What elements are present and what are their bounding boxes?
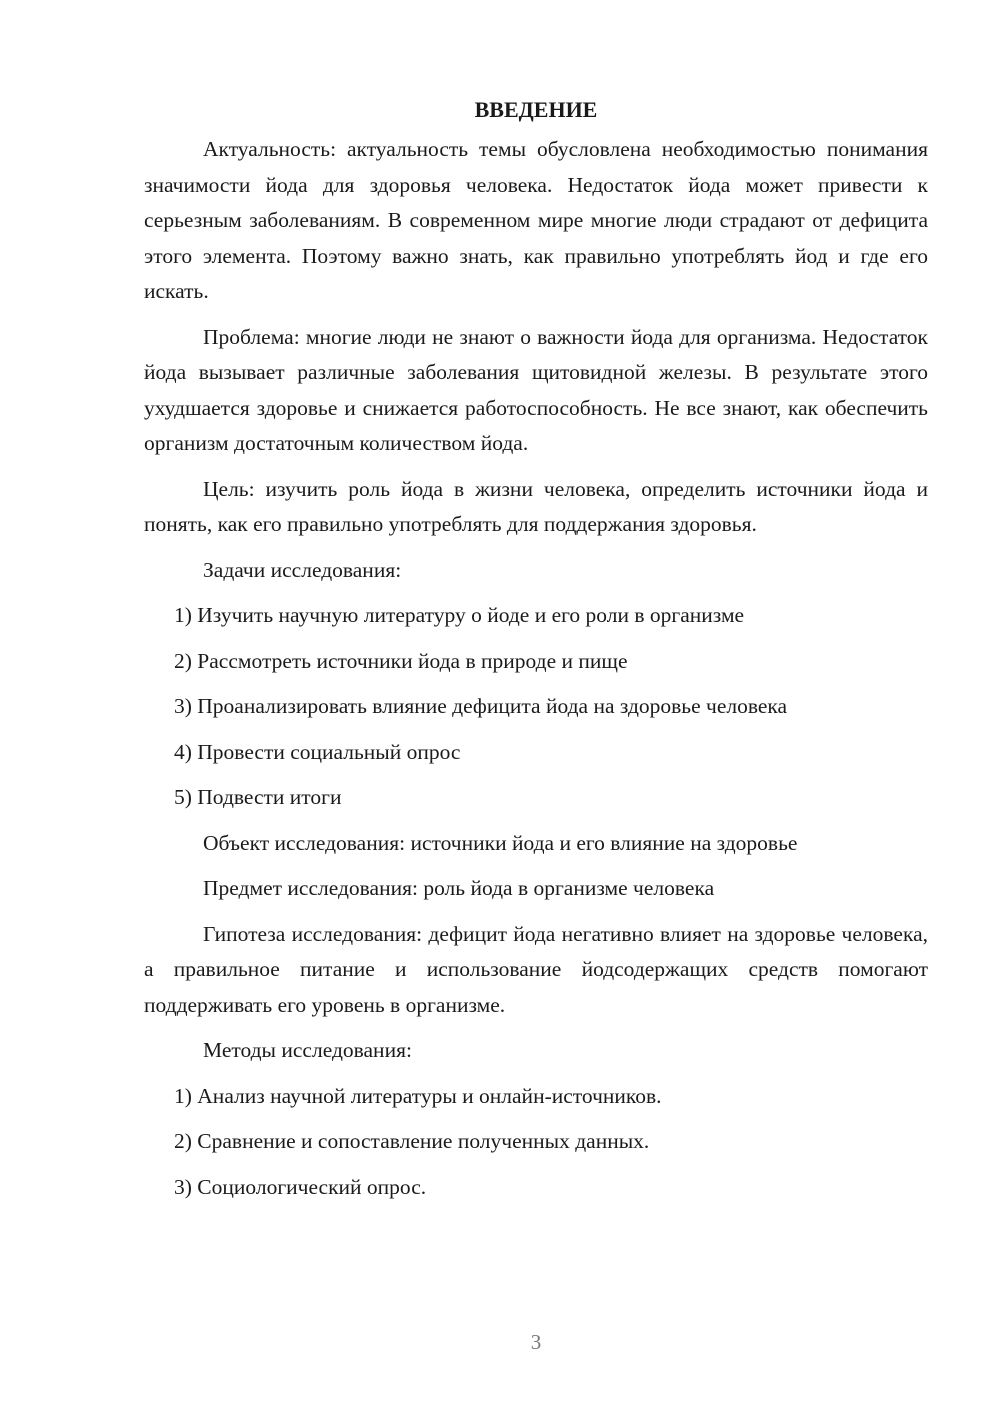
task-item: 1) Изучить научную литературу о йоде и его роли в организме [174, 603, 745, 627]
problem-paragraph: Проблема: многие люди не знают о важности йода для организма. Недостаток йода вызывает различные заболевания щитовидной железы. В результате этого ухудшается здоровье и снижается работоспособность. Не все знают, как обеспечить организм достаточным количеством йода. [144, 324, 928, 455]
tasks-label: Задачи исследования: [203, 557, 402, 582]
method-item: 1) Анализ научной литературы и онлайн-источников. [174, 1083, 662, 1108]
relevance-paragraph: Актуальность: актуальность темы обусловлена необходимостью понимания значимости йода для здоровья человека. Недостаток йода может привести к серьезным заболеваниям. В современном мире многие люди страдают от дефицита этого элемента. Поэтому важно знать, как правильно употреблять йод и где его искать. [144, 137, 928, 303]
goal-paragraph: Цель: изучить роль йода в жизни человека, определить источники йода и понять, как его правильно употреблять для поддержания здоровья. [144, 476, 928, 536]
subject-paragraph: Предмет исследования: роль йода в организме человека [203, 876, 715, 900]
section-heading: ВВЕДЕНИЕ [474, 97, 598, 122]
method-item: 3) Социологический опрос. [174, 1174, 427, 1199]
page-number: 3 [530, 1330, 542, 1354]
task-item: 4) Провести социальный опрос [174, 739, 461, 764]
methods-list [144, 1079, 928, 1206]
methods-label: Методы исследования: [203, 1038, 412, 1062]
object-paragraph: Объект исследования: источники йода и его влияние на здоровье [203, 830, 798, 855]
page-content [144, 92, 928, 1215]
task-item: 3) Проанализировать влияние дефицита йода на здоровье человека [174, 694, 788, 718]
hypothesis-paragraph: Гипотеза исследования: дефицит йода негативно влияет на здоровье человека, а правильное питание и использование йодсодержащих средств помогают поддерживать его уровень в организме. [144, 921, 928, 1017]
tasks-list [144, 598, 928, 816]
task-item: 5) Подвести итоги [174, 785, 342, 809]
task-item: 2) Рассмотреть источники йода в природе и пище [174, 648, 628, 673]
method-item: 2) Сравнение и сопоставление полученных данных. [174, 1129, 650, 1153]
